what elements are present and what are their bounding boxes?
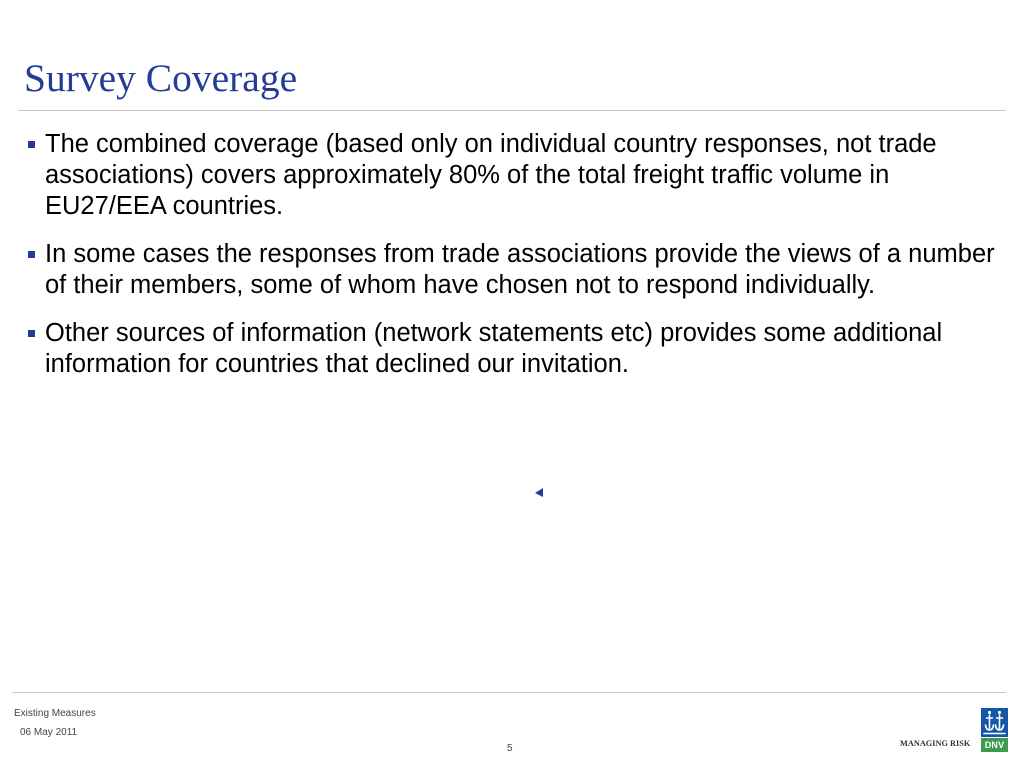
footer-tagline: MANAGING RISK: [900, 739, 971, 748]
bullet-item: [0, 239, 1024, 301]
bullet-text-line: of their members, some of whom have chosen not to respond individually.: [45, 271, 876, 299]
dnv-logo: [981, 708, 1008, 752]
bullet-text-line: In some cases the responses from trade associations provide the views of a number: [45, 240, 995, 268]
title-divider: [18, 110, 1006, 111]
bullet-text-line: information for countries that declined our invitation.: [45, 350, 629, 378]
bullet-item: [0, 129, 1024, 222]
slide-title: Survey Coverage: [24, 56, 298, 100]
bullet-text-line: Other sources of information (network statements etc) provides some additional: [45, 319, 943, 347]
bullet-text-line: EU27/EEA countries.: [45, 192, 284, 220]
dnv-emblem-icon: [981, 708, 1008, 737]
footer-divider: [12, 692, 1006, 693]
bullet-text-line: associations) covers approximately 80% of the total freight traffic volume in: [45, 161, 890, 189]
page-number: 5: [507, 743, 513, 754]
square-bullet-icon: [28, 141, 35, 148]
footer-section-label: Existing Measures: [14, 708, 96, 719]
dnv-logo-text: DNV: [981, 738, 1008, 752]
footer-date: 06 May 2011: [20, 727, 78, 738]
bullet-item: [0, 318, 1024, 380]
triangle-left-icon: [533, 486, 545, 499]
square-bullet-icon: [28, 251, 35, 258]
square-bullet-icon: [28, 330, 35, 337]
bullet-text-line: The combined coverage (based only on individual country responses, not trade: [45, 130, 937, 158]
